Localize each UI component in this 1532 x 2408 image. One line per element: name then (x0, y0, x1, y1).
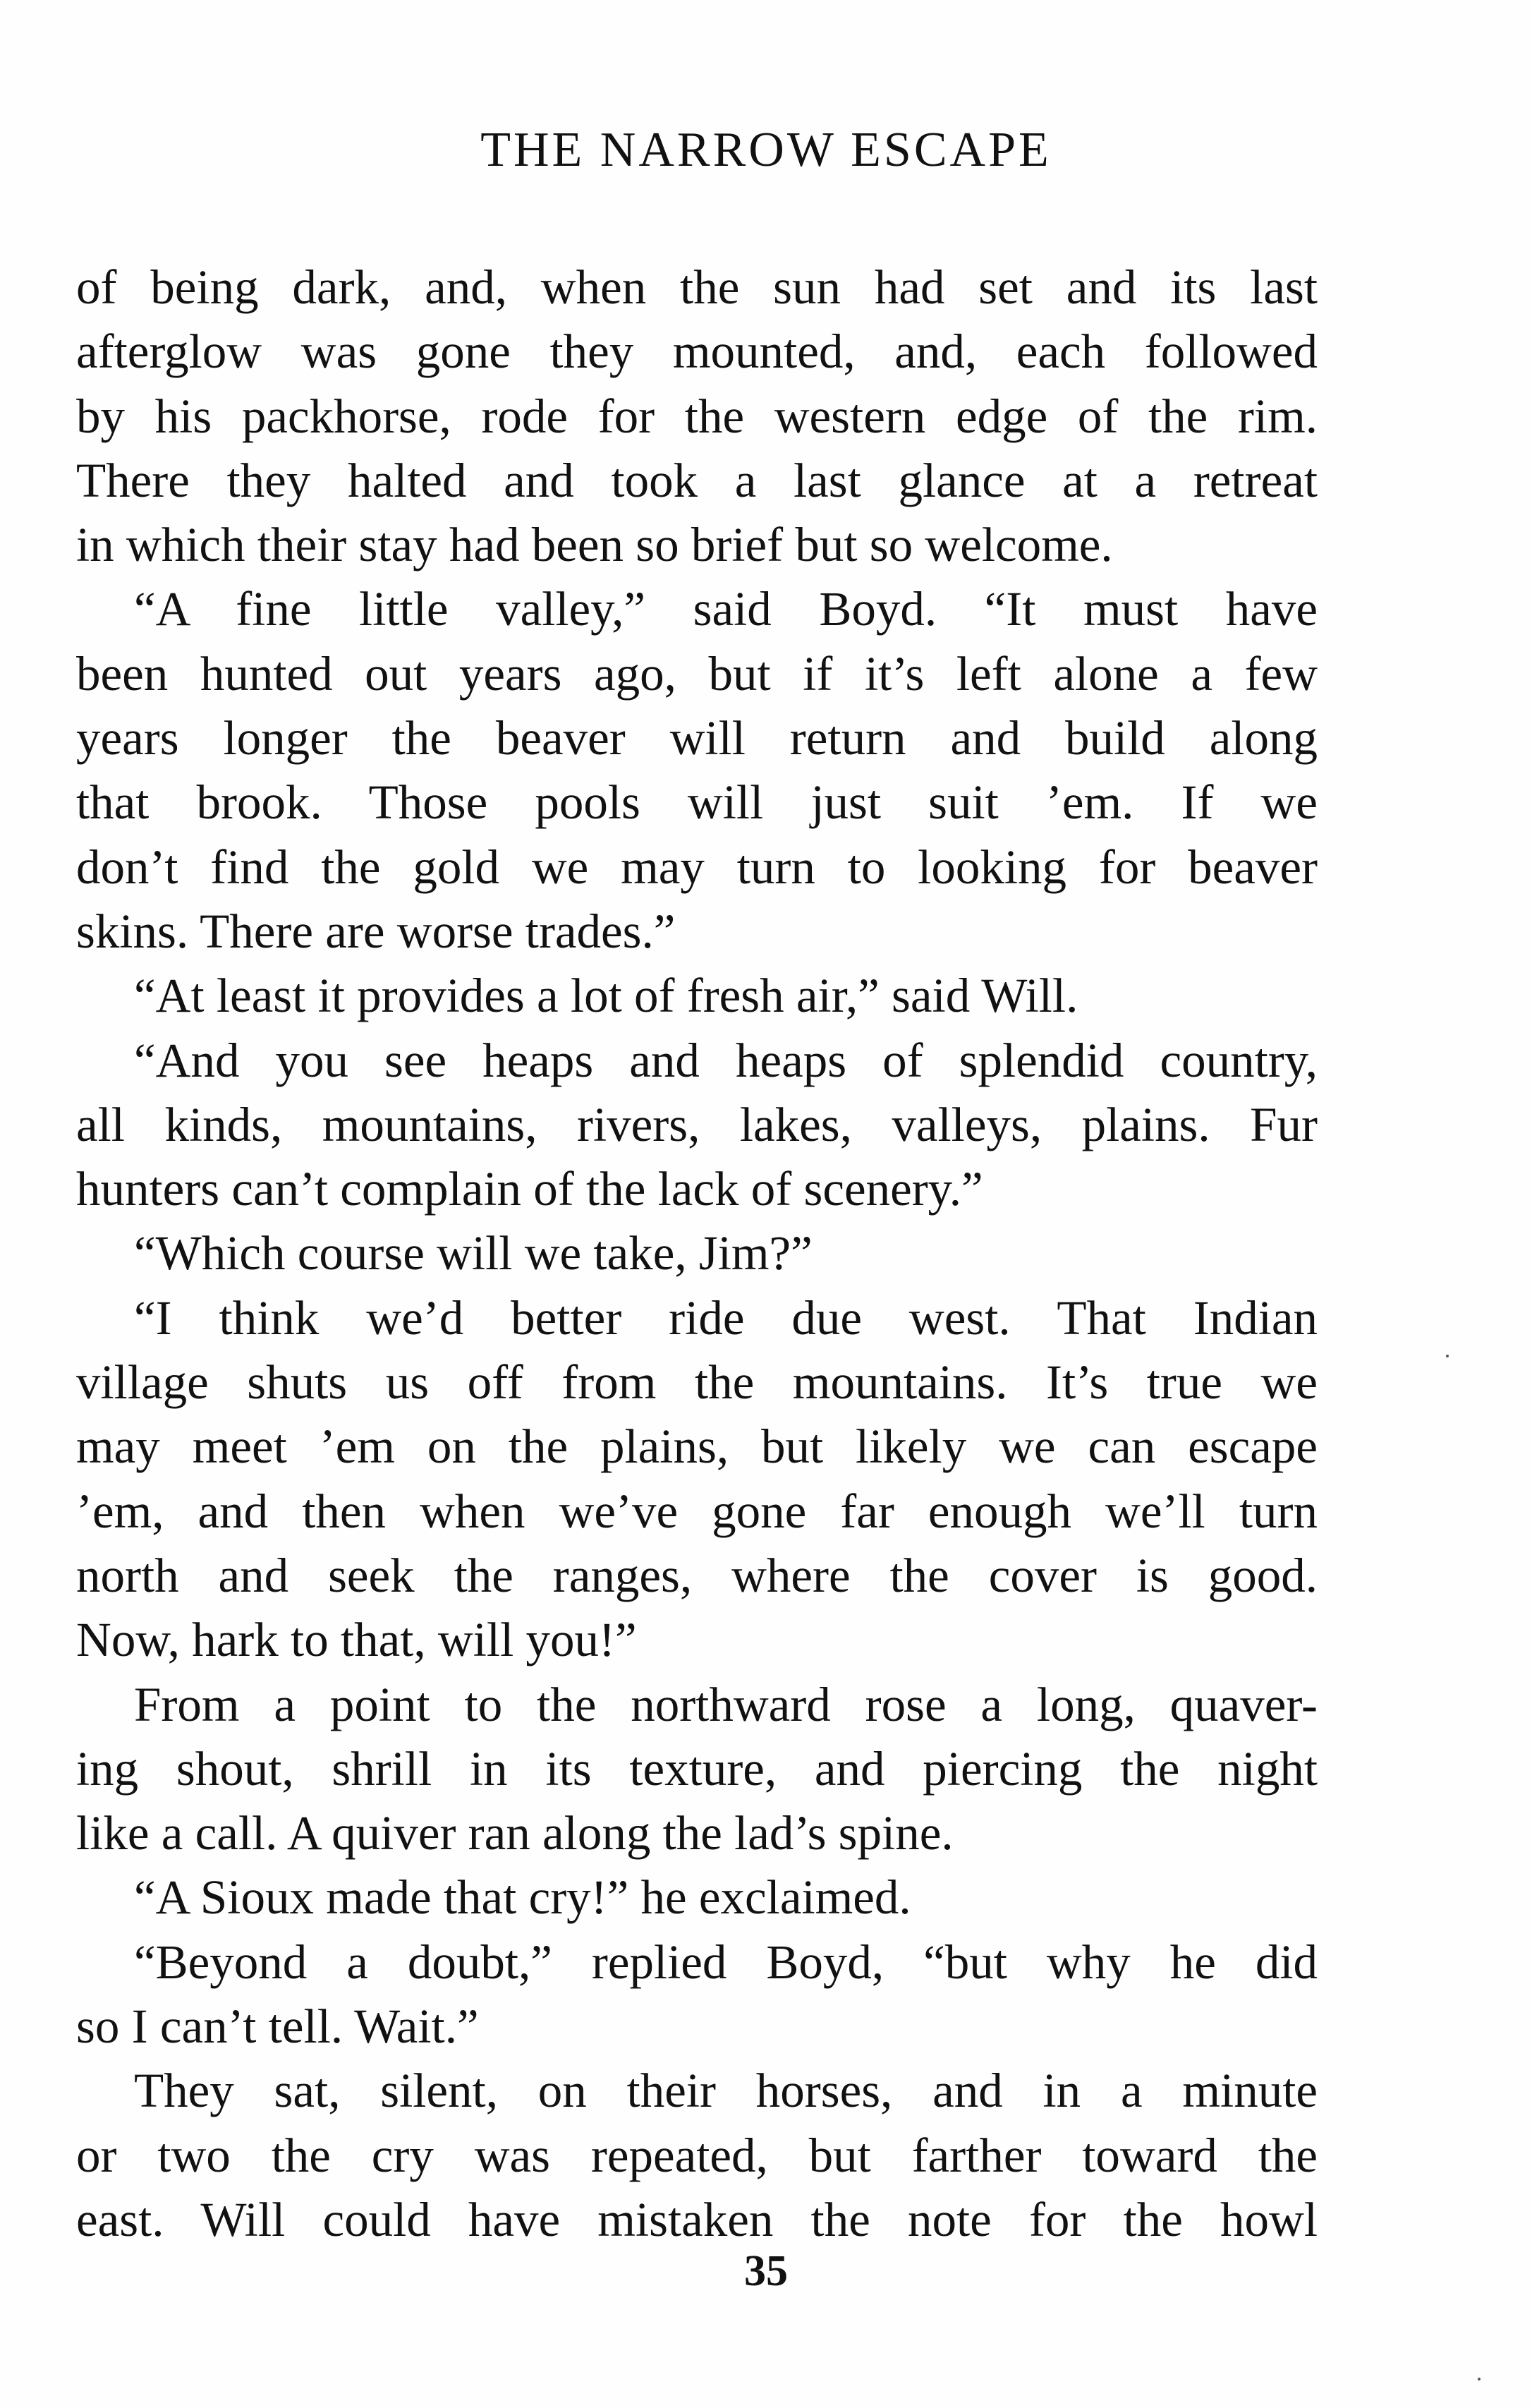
text-line: so I can’t tell. Wait.” (76, 1999, 479, 2054)
text-line: Now, hark to that, will you!” (76, 1613, 637, 1667)
text-line: They sat, silent, on their horses, and in a minute (134, 2064, 1318, 2118)
text-line: don’t find the gold we may turn to looking for beaver (76, 840, 1318, 894)
page-number: 35 (744, 2247, 788, 2295)
text-line: “At least it provides a lot of fresh air,” said Will. (134, 969, 1078, 1023)
ink-speck (1478, 2378, 1481, 2380)
running-head: THE NARROW ESCAPE (480, 123, 1052, 177)
text-line: skins. There are worse trades.” (76, 904, 676, 958)
text-line: all kinds, mountains, rivers, lakes, valleys, plains. Fur (76, 1097, 1318, 1151)
text-line: “Which course will we take, Jim?” (134, 1226, 813, 1281)
text-line: east. Will could have mistaken the note for the howl (76, 2192, 1318, 2246)
text-line: may meet ’em on the plains, but likely we can escape (76, 1420, 1318, 1474)
text-line: north and seek the ranges, where the cover is good. (76, 1548, 1318, 1602)
text-line: “And you see heaps and heaps of splendid country, (134, 1033, 1318, 1087)
text-line: “I think we’d better ride due west. That Indian (134, 1290, 1318, 1345)
text-line: There they halted and took a last glance at a retreat (76, 453, 1318, 507)
text-line: “A fine little valley,” said Boyd. “It must have (134, 582, 1318, 636)
text-line: been hunted out years ago, but if it’s left alone a few (76, 646, 1318, 701)
text-line: village shuts us off from the mountains. It’s true we (76, 1355, 1318, 1410)
text-line: that brook. Those pools will just suit ’em. If we (76, 775, 1318, 830)
text-line: years longer the beaver will return and build along (76, 711, 1318, 766)
text-line: “A Sioux made that cry!” he exclaimed. (134, 1870, 911, 1925)
text-line: like a call. A quiver ran along the lad’s spine. (76, 1806, 954, 1861)
text-line: hunters can’t complain of the lack of scenery.” (76, 1162, 983, 1216)
ink-speck (1446, 1355, 1449, 1357)
text-line: ing shout, shrill in its texture, and piercing the night (76, 1741, 1318, 1796)
text-line: ’em, and then when we’ve gone far enough we’ll turn (76, 1484, 1318, 1538)
text-line: or two the cry was repeated, but farther toward the (76, 2128, 1318, 2182)
text-line: “Beyond a doubt,” replied Boyd, “but why he did (134, 1935, 1318, 1989)
text-line: in which their stay had been so brief but so welcome. (76, 518, 1113, 572)
text-line: afterglow was gone they mounted, and, each followed (76, 325, 1318, 379)
text-line: by his packhorse, rode for the western edge of the rim. (76, 389, 1318, 443)
text-line: From a point to the northward rose a long, quaver- (134, 1677, 1318, 1731)
text-line: of being dark, and, when the sun had set and its last (76, 260, 1318, 314)
body-text (76, 255, 1318, 2252)
